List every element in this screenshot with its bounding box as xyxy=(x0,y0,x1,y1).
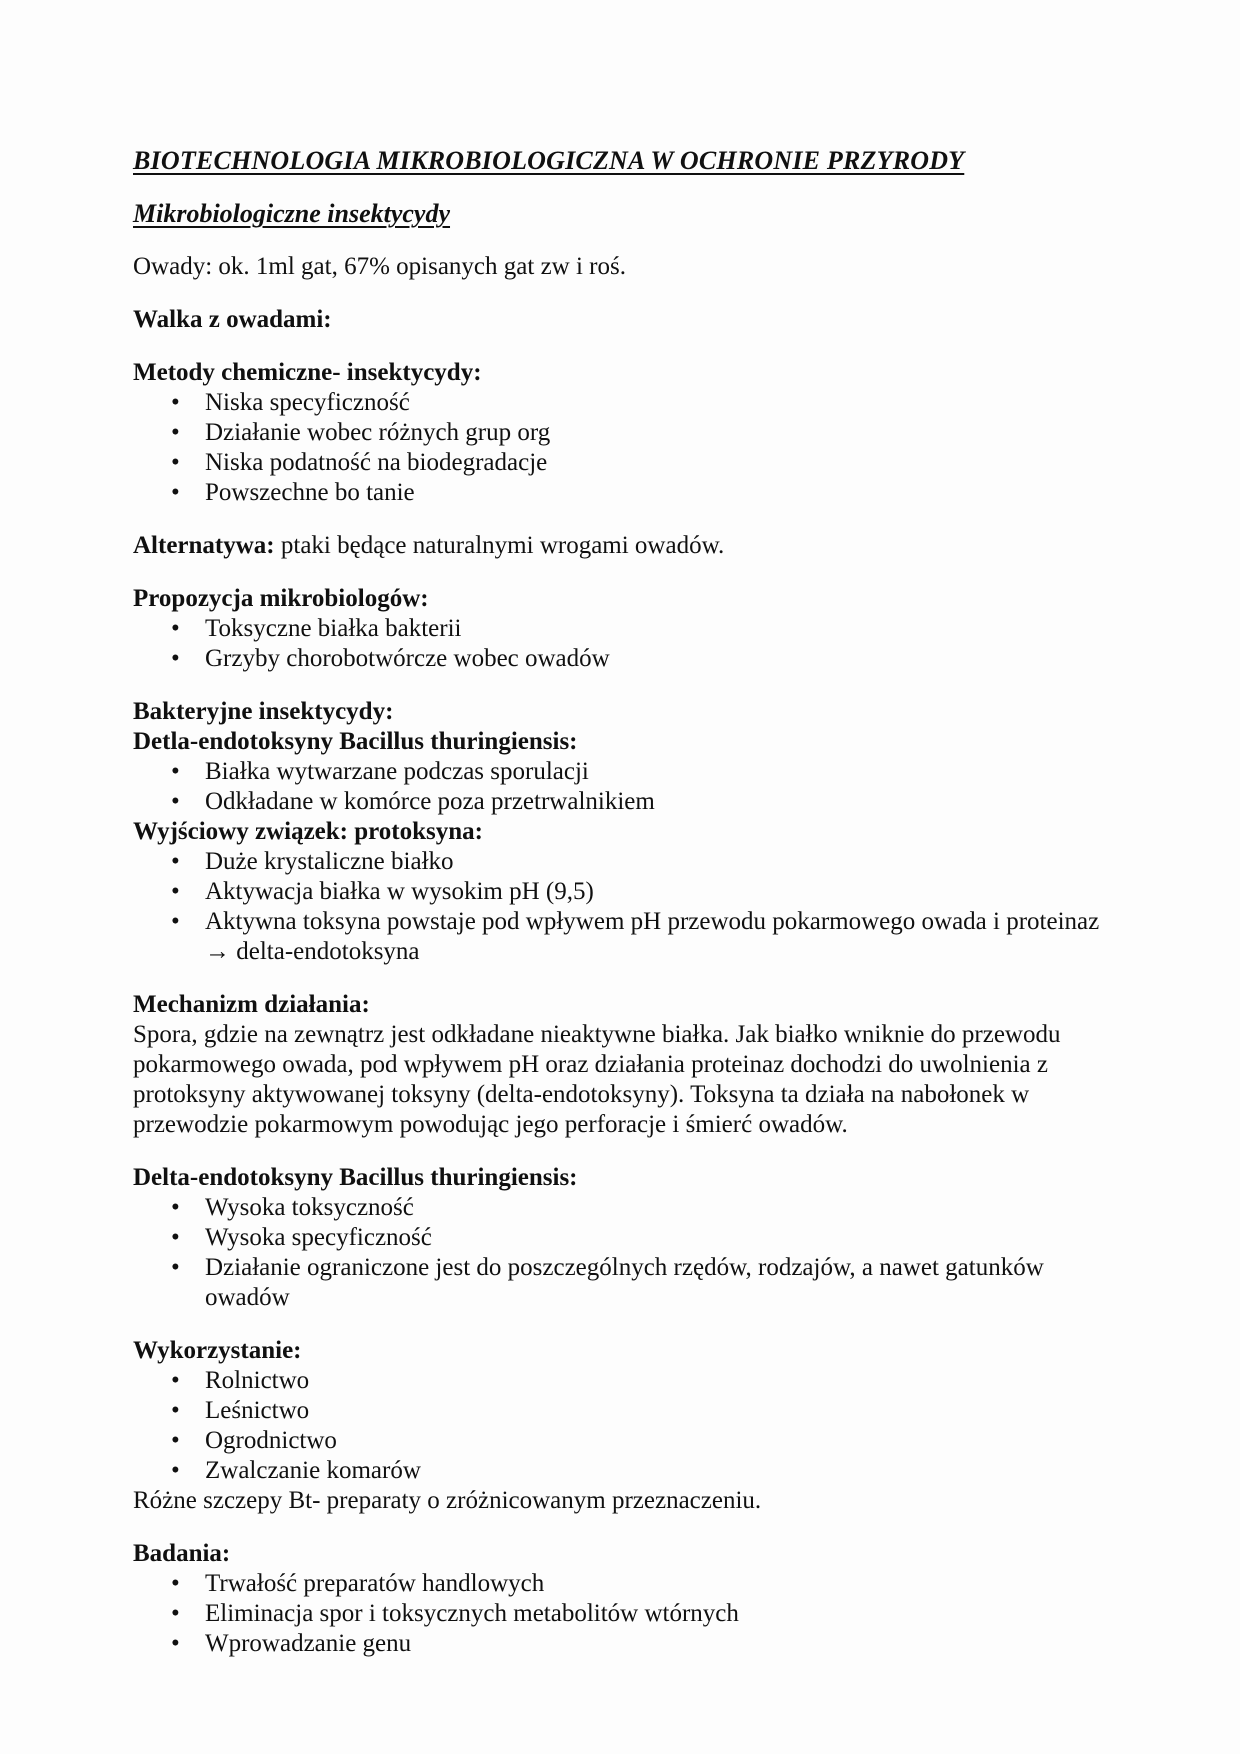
list-item: • Wprowadzanie genu xyxy=(133,1629,1120,1659)
list-item: • Aktywacja białka w wysokim pH (9,5) xyxy=(133,877,1120,907)
section-heading-delta: Delta-endotoksyny Bacillus thuringiensis: xyxy=(133,1164,578,1191)
delta-bullet-list xyxy=(133,1193,1120,1313)
wykorzystanie-bullet-list xyxy=(133,1366,1120,1486)
section-heading-detla: Detla-endotoksyny Bacillus thuringiensis: xyxy=(133,728,578,755)
list-item: • Rolnictwo xyxy=(133,1366,1120,1396)
section-heading-walka: Walka z owadami: xyxy=(133,306,332,333)
document-subtitle: Mikrobiologiczne insektycydy xyxy=(133,199,451,228)
mechanizm-paragraph: Spora, gdzie na zewnątrz jest odkładane nieaktywne białka. Jak białko wniknie do przewodu pokarmowego owada, pod wpływem pH oraz działania proteinaz dochodzi do uwolnienia z protoksyny aktywowanej toksyny (delta-endotoksyny). Toksyna ta działa na nabołonek w przewodzie pokarmowym powodując jego perforacje i śmierć owadów. xyxy=(133,1021,1061,1138)
list-item: • Powszechne bo tanie xyxy=(133,478,1120,508)
section-heading-badania: Badania: xyxy=(133,1540,231,1567)
propozycja-bullet-list xyxy=(133,614,1120,674)
list-item: • Białka wytwarzane podczas sporulacji xyxy=(133,757,1120,787)
alternatywa-text: ptaki będące naturalnymi wrogami owadów. xyxy=(274,532,725,559)
detla-bullet-list xyxy=(133,757,1120,817)
list-item: • Leśnictwo xyxy=(133,1396,1120,1426)
wyjsciowy-bullet-list xyxy=(133,847,1120,967)
list-item: • Odkładane w komórce poza przetrwalnikiem xyxy=(133,787,1120,817)
intro-paragraph: Owady: ok. 1ml gat, 67% opisanych gat zw i roś. xyxy=(133,253,626,280)
list-item: • Eliminacja spor i toksycznych metabolitów wtórnych xyxy=(133,1599,1120,1629)
wykorzystanie-note: Różne szczepy Bt- preparaty o zróżnicowanym przeznaczeniu. xyxy=(133,1487,762,1514)
list-item: • Ogrodnictwo xyxy=(133,1426,1120,1456)
section-heading-metody: Metody chemiczne- insektycydy: xyxy=(133,359,482,386)
metody-bullet-list xyxy=(133,388,1120,508)
section-heading-wyjsciowy: Wyjściowy związek: protoksyna: xyxy=(133,818,483,845)
list-item: • Działanie ograniczone jest do poszczególnych rzędów, rodzajów, a nawet gatunków owadów xyxy=(133,1253,1120,1313)
section-heading-bakteryjne: Bakteryjne insektycydy: xyxy=(133,698,394,725)
list-item: • Niska specyficzność xyxy=(133,388,1120,418)
badania-bullet-list xyxy=(133,1569,1120,1659)
list-item: • Trwałość preparatów handlowych xyxy=(133,1569,1120,1599)
list-item: • Niska podatność na biodegradacje xyxy=(133,448,1120,478)
alternatywa-lead: Alternatywa: xyxy=(133,532,275,559)
list-item: • Wysoka specyficzność xyxy=(133,1223,1120,1253)
list-item: • Duże krystaliczne białko xyxy=(133,847,1120,877)
list-item: • Grzyby chorobotwórcze wobec owadów xyxy=(133,644,1120,674)
section-heading-wykorzystanie: Wykorzystanie: xyxy=(133,1337,302,1364)
alternatywa-paragraph xyxy=(133,531,1120,561)
section-heading-propozycja: Propozycja mikrobiologów: xyxy=(133,585,429,612)
document-title: BIOTECHNOLOGIA MIKROBIOLOGICZNA W OCHRONIE PRZYRODY xyxy=(133,146,965,175)
list-item: • Toksyczne białka bakterii xyxy=(133,614,1120,644)
list-item: • Wysoka toksyczność xyxy=(133,1193,1120,1223)
list-item: • Zwalczanie komarów xyxy=(133,1456,1120,1486)
list-item: • Działanie wobec różnych grup org xyxy=(133,418,1120,448)
section-heading-mechanizm: Mechanizm działania: xyxy=(133,991,370,1018)
list-item: • Aktywna toksyna powstaje pod wpływem pH przewodu pokarmowego owada i proteinaz → delta-endotoksyna xyxy=(133,907,1120,967)
